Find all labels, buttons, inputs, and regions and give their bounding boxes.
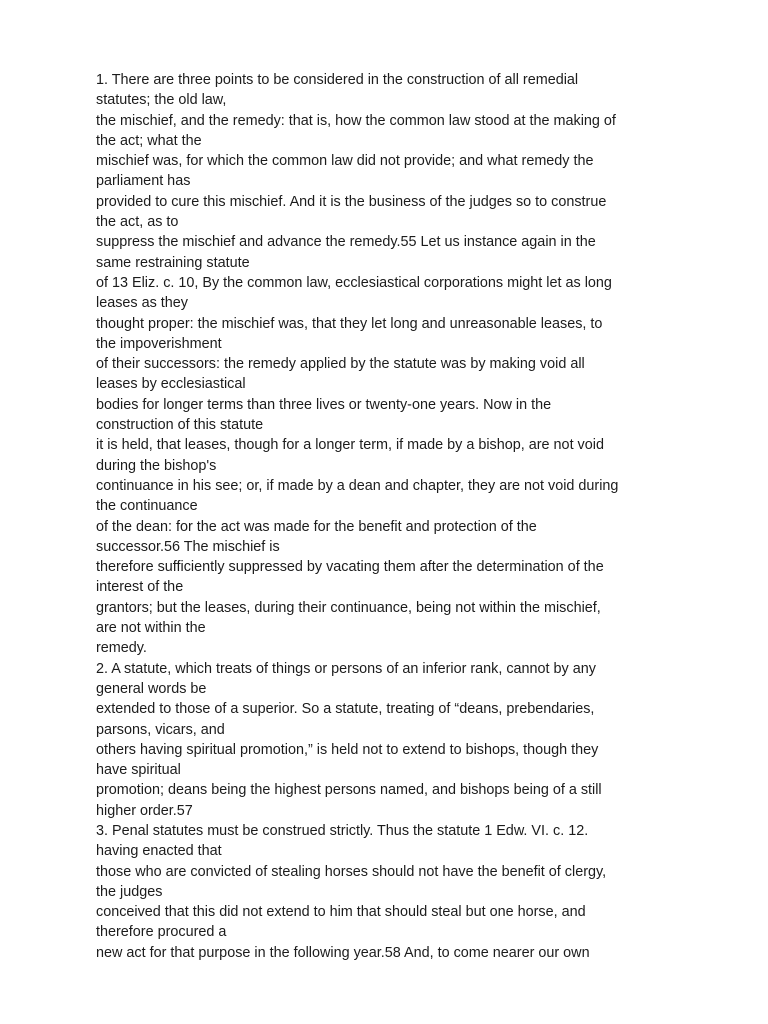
- text-line: the judges: [96, 883, 163, 900]
- text-line: parsons, vicars, and: [96, 721, 225, 738]
- text-line: general words be: [96, 680, 207, 697]
- text-line: the continuance: [96, 498, 198, 515]
- text-line: same restraining statute: [96, 254, 250, 271]
- text-line: statutes; the old law,: [96, 92, 227, 109]
- text-line: grantors; but the leases, during their continuance, being not within the mischief,: [96, 599, 601, 616]
- text-line: promotion; deans being the highest persons named, and bishops being of a still: [96, 782, 602, 799]
- text-line: suppress the mischief and advance the remedy.55 Let us instance again in the: [96, 234, 596, 251]
- text-line: 2. A statute, which treats of things or persons of an inferior rank, cannot by any: [96, 660, 596, 677]
- text-line: higher order.57: [96, 802, 193, 819]
- text-line: extended to those of a superior. So a statute, treating of “deans, prebendaries,: [96, 701, 595, 718]
- document-body-text: [96, 70, 696, 963]
- text-line: construction of this statute: [96, 417, 264, 434]
- text-line: leases as they: [96, 295, 188, 312]
- text-line: therefore procured a: [96, 924, 227, 941]
- text-line: thought proper: the mischief was, that they let long and unreasonable leases, to: [96, 315, 603, 332]
- text-line: remedy.: [96, 640, 147, 657]
- text-line: are not within the: [96, 620, 206, 637]
- text-line: interest of the: [96, 579, 184, 596]
- text-line: have spiritual: [96, 762, 181, 779]
- text-line: having enacted that: [96, 843, 222, 860]
- text-line: provided to cure this mischief. And it is the business of the judges so to construe: [96, 193, 607, 210]
- text-line: successor.56 The mischief is: [96, 538, 280, 555]
- text-line: it is held, that leases, though for a longer term, if made by a bishop, are not void: [96, 437, 604, 454]
- text-line: parliament has: [96, 173, 191, 190]
- text-line: bodies for longer terms than three lives or twenty-one years. Now in the: [96, 396, 552, 413]
- text-line: the act, as to: [96, 214, 179, 231]
- text-line: of the dean: for the act was made for the benefit and protection of the: [96, 518, 537, 535]
- text-line: conceived that this did not extend to him that should steal but one horse, and: [96, 904, 586, 921]
- text-line: 1. There are three points to be considered in the construction of all remedial: [96, 72, 579, 88]
- text-line: leases by ecclesiastical: [96, 376, 246, 393]
- text-line: the act; what the: [96, 132, 202, 149]
- text-line: of 13 Eliz. c. 10, By the common law, ecclesiastical corporations might let as long: [96, 274, 612, 291]
- text-line: continuance in his see; or, if made by a dean and chapter, they are not void during: [96, 477, 619, 494]
- text-line: during the bishop's: [96, 457, 217, 474]
- text-line: therefore sufficiently suppressed by vacating them after the determination of the: [96, 559, 604, 576]
- text-line: the impoverishment: [96, 335, 222, 352]
- text-line: new act for that purpose in the following year.58 And, to come nearer our own: [96, 944, 590, 961]
- text-line: the mischief, and the remedy: that is, how the common law stood at the making of: [96, 112, 616, 129]
- text-line: others having spiritual promotion,” is held not to extend to bishops, though they: [96, 741, 599, 758]
- text-line: 3. Penal statutes must be construed strictly. Thus the statute 1 Edw. VI. c. 12.: [96, 822, 589, 839]
- text-line: those who are convicted of stealing horses should not have the benefit of clergy,: [96, 863, 607, 880]
- text-line: mischief was, for which the common law did not provide; and what remedy the: [96, 153, 594, 170]
- text-line: of their successors: the remedy applied by the statute was by making void all: [96, 356, 585, 373]
